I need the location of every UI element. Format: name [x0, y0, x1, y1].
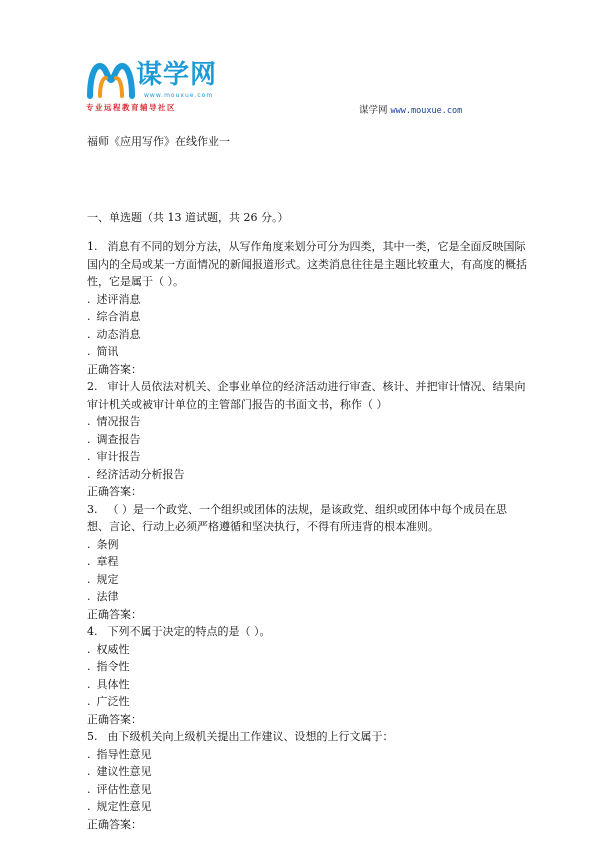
answer-option: . 情况报告: [87, 415, 141, 428]
answer-option: . 评估性意见: [87, 782, 152, 796]
answer-option: . 权威性: [87, 642, 130, 656]
answer-option: . 述评消息: [87, 292, 141, 306]
answer-option: . 章程: [87, 555, 119, 568]
answer-option: . 动态消息: [87, 327, 141, 341]
answer-option: . 综合消息: [87, 310, 141, 323]
question-stem: 5. 由下级机关向上级机关提出工作建议、设想的上行文属于：: [87, 730, 394, 743]
logo-url: www.mouxue.com: [144, 92, 214, 99]
header-site-url[interactable]: www.mouxue.com: [390, 106, 463, 116]
correct-answer-label: 正确答案：: [87, 607, 142, 621]
document-title: 福师《应用写作》在线作业一: [87, 135, 230, 148]
answer-option: . 指导性意见: [87, 747, 152, 761]
question-stem: 3. （ ）是一个政党、一个组织或团体的法规，是该政党、组织或团体中每个成员在思想、言论、行动上必须严格遵循和坚决执行，不得有所违背的根本准则。: [87, 502, 507, 533]
logo-title: 谋学网: [136, 60, 218, 90]
answer-option: . 条例: [87, 537, 119, 551]
answer-option: . 广泛性: [87, 695, 130, 708]
answer-option: . 调查报告: [87, 432, 141, 446]
correct-answer-label: 正确答案：: [87, 362, 142, 376]
answer-option: . 具体性: [87, 677, 130, 691]
logo-slogan: 专业远程教育辅导社区: [86, 103, 176, 112]
question-stem: 1. 消息有不同的划分方法，从写作角度来划分可分为四类，其中一类，它是全面反映国际国内的全局或某一方面情况的新闻报道形式。这类消息往往是主题比较重大，有高度的概括性，它是属于（ ）。: [87, 240, 527, 288]
answer-option: . 指令性: [87, 660, 130, 673]
correct-answer-label: 正确答案：: [87, 485, 142, 498]
question-list: [87, 238, 527, 833]
header-site-link: [359, 102, 462, 116]
answer-option: . 经济活动分析报告: [87, 467, 185, 481]
question-stem: 4. 下列不属于决定的特点的是（ ）。: [87, 625, 271, 638]
correct-answer-label: 正确答案：: [87, 712, 142, 726]
answer-option: . 规定性意见: [87, 800, 152, 813]
logo-mark-icon: [86, 58, 136, 102]
answer-option: . 法律: [87, 590, 119, 603]
logo: [86, 58, 236, 120]
question-stem: 2. 审计人员依法对机关、企事业单位的经济活动进行审查、核计、并把审计情况、结果向审计机关或被审计单位的主管部门报告的书面文书，称作（ ）: [87, 380, 526, 411]
answer-option: . 建议性意见: [87, 765, 152, 778]
correct-answer-label: 正确答案：: [87, 817, 142, 831]
answer-option: . 规定: [87, 572, 119, 586]
section-title: 一、单选题（共 13 道试题，共 26 分。）: [87, 211, 289, 224]
answer-option: . 简讯: [87, 345, 119, 358]
header-site-name: 谋学网: [359, 105, 388, 116]
answer-option: . 审计报告: [87, 450, 141, 463]
